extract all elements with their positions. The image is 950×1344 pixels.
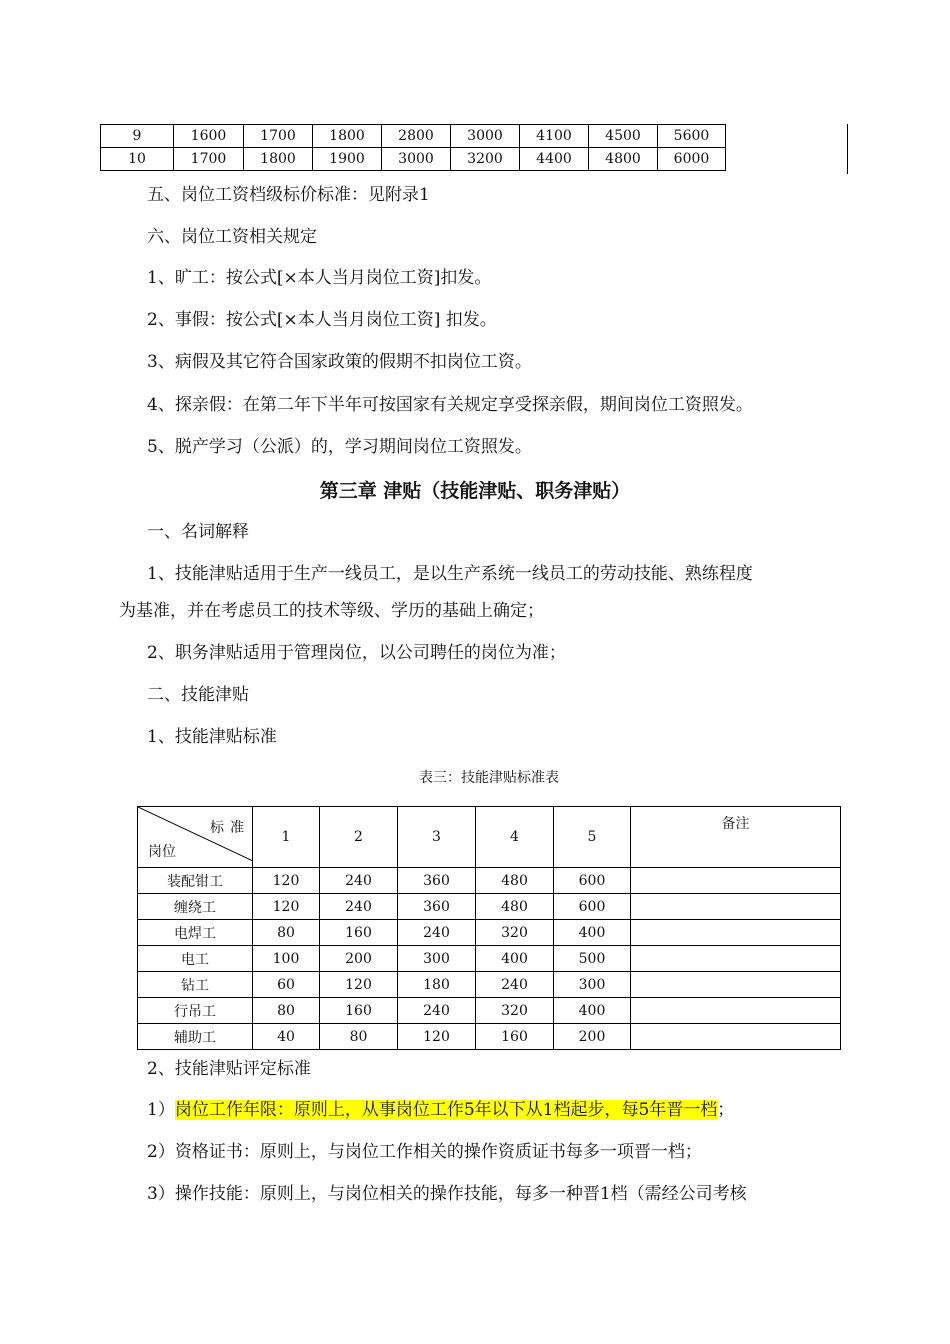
table-cell: 60 xyxy=(253,972,320,998)
note-cell xyxy=(631,1024,841,1050)
paragraph-absenteeism: 1、旷工：按公式[×本人当月岗位工资]扣发。 xyxy=(147,268,492,288)
chapter-title: 第三章 津贴（技能津贴、职务津贴） xyxy=(319,480,631,502)
table-row xyxy=(101,125,726,148)
table-cell: 4400 xyxy=(520,148,589,171)
table-cell: 360 xyxy=(398,894,476,920)
corner-header-standard: 标准 xyxy=(210,820,250,836)
table-row xyxy=(101,148,726,171)
table-cell: 160 xyxy=(320,998,398,1024)
table-cell: 120 xyxy=(253,894,320,920)
table-cell: 320 xyxy=(476,920,554,946)
post-cell: 缠绕工 xyxy=(138,894,253,920)
table-cell: 500 xyxy=(554,946,631,972)
table-row xyxy=(138,894,841,920)
paragraph-certificates: 2）资格证书：原则上，与岗位工作相关的操作资质证书每多一项晋一档； xyxy=(147,1142,702,1162)
paragraph-salary-standard: 五、岗位工资档级标价标准：见附录1 xyxy=(147,185,430,205)
table-caption: 表三：技能津贴标准表 xyxy=(419,770,559,786)
table-cell: 1700 xyxy=(174,148,244,171)
skill-allowance-table xyxy=(137,806,841,1050)
post-cell: 电焊工 xyxy=(138,920,253,946)
paragraph-skill-allowance-standard: 1、技能津贴标准 xyxy=(147,727,277,747)
level-header: 5 xyxy=(554,807,631,868)
paragraph-skill-evaluation-heading: 2、技能津贴评定标准 xyxy=(147,1059,311,1079)
table-cell: 1600 xyxy=(174,125,244,148)
table-cell: 600 xyxy=(554,894,631,920)
note-cell xyxy=(631,972,841,998)
table-cell: 10 xyxy=(101,148,174,171)
table-cell: 100 xyxy=(253,946,320,972)
table-cell: 6000 xyxy=(658,148,726,171)
table-cell: 2800 xyxy=(382,125,451,148)
table-cell: 200 xyxy=(554,1024,631,1050)
table-border-line xyxy=(847,124,848,174)
table-cell: 1800 xyxy=(244,148,313,171)
table-cell: 480 xyxy=(476,894,554,920)
paragraph-home-leave: 4、探亲假：在第二年下半年可按国家有关规定享受探亲假，期间岗位工资照发。 xyxy=(147,395,753,415)
table-cell: 240 xyxy=(398,998,476,1024)
level-header: 1 xyxy=(253,807,320,868)
paragraph-personal-leave: 2、事假：按公式[×本人当月岗位工资] 扣发。 xyxy=(147,310,497,330)
table-cell: 600 xyxy=(554,868,631,894)
note-cell xyxy=(631,946,841,972)
table-cell: 360 xyxy=(398,868,476,894)
highlighted-text: 岗位工作年限：原则上，从事岗位工作5年以下从1档起步，每5年晋一档 xyxy=(174,1100,718,1120)
table-cell: 40 xyxy=(253,1024,320,1050)
post-cell: 电工 xyxy=(138,946,253,972)
table-cell: 4100 xyxy=(520,125,589,148)
table-row xyxy=(138,998,841,1024)
table-cell: 160 xyxy=(320,920,398,946)
table-cell: 3000 xyxy=(382,148,451,171)
paragraph-operation-skills: 3）操作技能：原则上，与岗位相关的操作技能，每多一种晋1档（需经公司考核 xyxy=(147,1184,747,1204)
paragraph-duty-allowance-def: 2、职务津贴适用于管理岗位，以公司聘任的岗位为准； xyxy=(147,643,566,663)
paragraph-sick-leave: 3、病假及其它符合国家政策的假期不扣岗位工资。 xyxy=(147,352,532,372)
table-cell: 4500 xyxy=(589,125,658,148)
paragraph-salary-rules-heading: 六、岗位工资相关规定 xyxy=(147,227,317,247)
post-cell: 钻工 xyxy=(138,972,253,998)
table-row xyxy=(138,868,841,894)
salary-level-table-continued xyxy=(100,124,726,171)
post-cell: 辅助工 xyxy=(138,1024,253,1050)
punctuation: ； xyxy=(717,1100,735,1120)
note-cell xyxy=(631,998,841,1024)
level-header: 2 xyxy=(320,807,398,868)
table-cell: 80 xyxy=(253,920,320,946)
table-cell: 120 xyxy=(253,868,320,894)
table-cell: 160 xyxy=(476,1024,554,1050)
table-cell: 9 xyxy=(101,125,174,148)
table-cell: 400 xyxy=(554,998,631,1024)
paragraph-skill-allowance-def-cont: 为基准，并在考虑员工的技术等级、学历的基础上确定； xyxy=(119,601,544,621)
table-row xyxy=(138,946,841,972)
table-cell: 300 xyxy=(398,946,476,972)
table-cell: 300 xyxy=(554,972,631,998)
table-cell: 240 xyxy=(320,894,398,920)
table-cell: 3200 xyxy=(451,148,520,171)
table-row xyxy=(138,1024,841,1050)
post-cell: 行吊工 xyxy=(138,998,253,1024)
table-cell: 480 xyxy=(476,868,554,894)
level-header: 4 xyxy=(476,807,554,868)
table-cell: 240 xyxy=(320,868,398,894)
table-cell: 180 xyxy=(398,972,476,998)
section-heading-definitions: 一、名词解释 xyxy=(147,522,249,542)
paragraph-skill-allowance-def: 1、技能津贴适用于生产一线员工，是以生产系统一线员工的劳动技能、熟练程度 xyxy=(147,564,753,584)
note-cell xyxy=(631,868,841,894)
table-cell: 400 xyxy=(554,920,631,946)
table-cell: 240 xyxy=(398,920,476,946)
table-cell: 200 xyxy=(320,946,398,972)
note-cell xyxy=(631,894,841,920)
table-cell: 80 xyxy=(320,1024,398,1050)
paragraph-work-years xyxy=(147,1097,734,1123)
paragraph-study-leave: 5、脱产学习（公派）的，学习期间岗位工资照发。 xyxy=(147,437,532,457)
table-cell: 120 xyxy=(320,972,398,998)
post-cell: 装配钳工 xyxy=(138,868,253,894)
table-cell: 1800 xyxy=(313,125,382,148)
table-cell: 1900 xyxy=(313,148,382,171)
table-cell: 400 xyxy=(476,946,554,972)
note-cell xyxy=(631,920,841,946)
table-row xyxy=(138,972,841,998)
table-cell: 320 xyxy=(476,998,554,1024)
table-cell: 5600 xyxy=(658,125,726,148)
note-header: 备注 xyxy=(631,807,841,868)
table-cell: 1700 xyxy=(244,125,313,148)
table-cell: 4800 xyxy=(589,148,658,171)
table-header-row xyxy=(138,807,841,868)
table-row xyxy=(138,920,841,946)
table-cell: 3000 xyxy=(451,125,520,148)
list-marker: 1） xyxy=(147,1100,175,1120)
section-heading-skill-allowance: 二、技能津贴 xyxy=(147,685,249,705)
corner-header-post: 岗位 xyxy=(148,844,176,860)
table-cell: 120 xyxy=(398,1024,476,1050)
table-cell: 240 xyxy=(476,972,554,998)
level-header: 3 xyxy=(398,807,476,868)
corner-header-cell xyxy=(138,807,253,868)
table-cell: 80 xyxy=(253,998,320,1024)
